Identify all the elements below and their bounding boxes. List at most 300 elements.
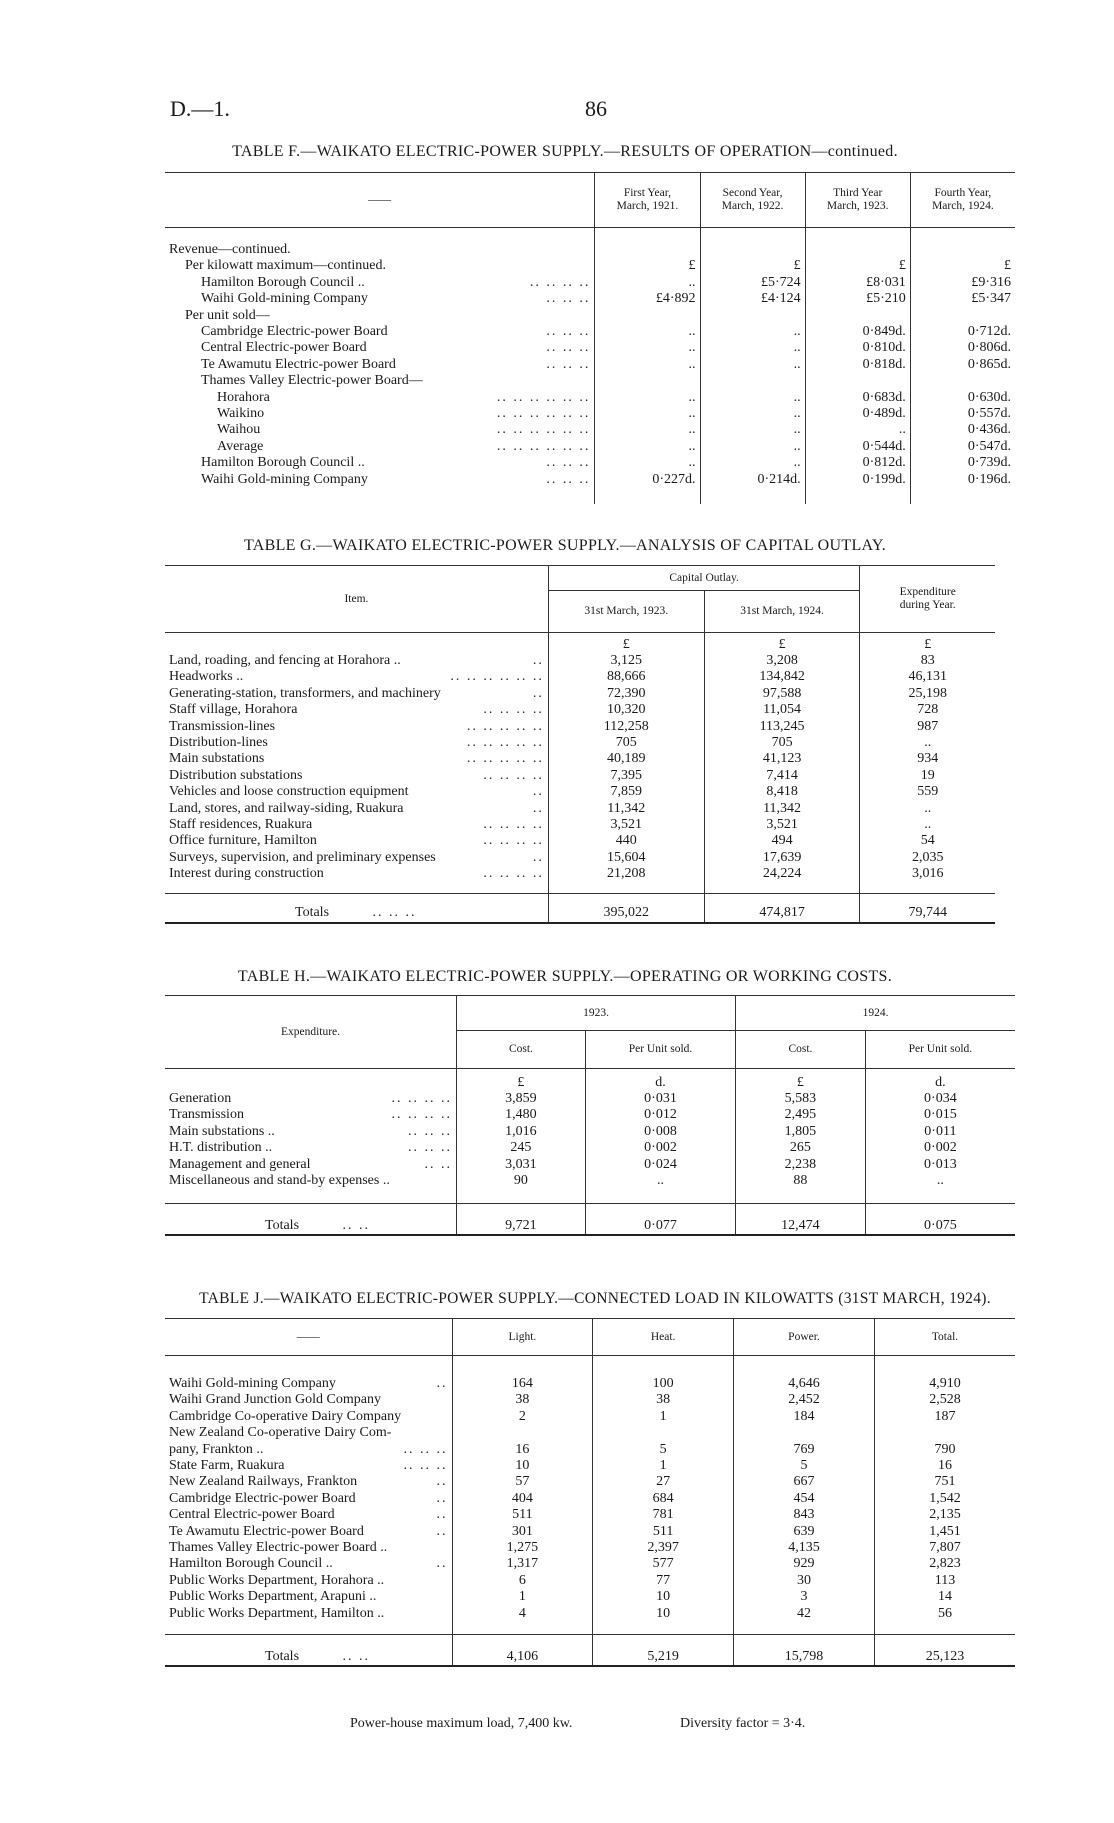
leader-dots: .. .. .. .. .. (466, 751, 544, 767)
cell-value: 90 (456, 1173, 585, 1189)
table-j-heat-head: Heat. (593, 1319, 734, 1356)
cell-value: £ (805, 258, 910, 274)
table-g-header-row-1 (165, 566, 995, 591)
row-label: Public Works Department, Horahora .. (169, 1572, 385, 1588)
cell-value: 14 (874, 1589, 1015, 1605)
table-row (165, 817, 995, 833)
cell-value: 1,480 (456, 1107, 585, 1123)
cell-value (910, 373, 1015, 389)
row-label: Transmission .. .. .. .. (169, 1107, 452, 1123)
total-value: 15,798 (734, 1635, 875, 1667)
table-row (165, 1376, 1015, 1392)
table-row (165, 751, 995, 767)
row-label: Waihi Grand Junction Gold Company (169, 1392, 381, 1408)
table-j-totals-row (165, 1635, 1015, 1667)
cell-value: 559 (860, 784, 995, 800)
table-row (165, 242, 1015, 258)
cell-value: 17,639 (704, 850, 860, 866)
leader-dots: .. .. .. .. (483, 817, 544, 833)
leader-dots: .. (532, 685, 544, 701)
cell-value: .. (865, 1173, 1015, 1189)
leader-dots: .. .. .. .. .. .. (450, 669, 544, 685)
table-f-col-head-4: Fourth Year, March, 1924. (910, 173, 1015, 228)
leader-dots: .. .. .. .. .. (466, 718, 544, 734)
cell-value: 0·012 (585, 1107, 735, 1123)
table-g-title: TABLE G.—WAIKATO ELECTRIC-POWER SUPPLY.—ANALYSIS OF CAPITAL OUTLAY. (243, 537, 887, 554)
row-label: Interest during construction .. .. .. .. (169, 866, 544, 882)
table-j-footnote-diversity: Diversity factor = 3·4. (680, 1716, 806, 1731)
cell-value: 2,135 (874, 1507, 1015, 1523)
cell-value: 1,805 (736, 1124, 866, 1140)
cell-value: .. (700, 390, 805, 406)
unit-symbol: £ (736, 1069, 866, 1092)
table-j-body (165, 1376, 1015, 1635)
row-label: Public Works Department, Hamilton .. (169, 1605, 385, 1621)
cell-value: .. (700, 340, 805, 356)
row-label: Thames Valley Electric-power Board— (201, 373, 423, 389)
cell-value: 790 (874, 1442, 1015, 1458)
cell-value: 184 (734, 1409, 875, 1425)
table-row (165, 1556, 1015, 1572)
leader-dots: .. .. .. .. .. .. (496, 422, 591, 438)
cell-value: 0·489d. (805, 406, 910, 422)
cell-value: 112,258 (548, 719, 704, 735)
row-label: Staff village, Horahora .. .. .. .. (169, 702, 544, 718)
table-j-footnote-load: Power-house maximum load, 7,400 kw. (350, 1716, 573, 1731)
table-row (165, 1425, 1015, 1441)
row-label: Office furniture, Hamilton .. .. .. .. (169, 833, 544, 849)
row-label: Miscellaneous and stand-by expenses .. (169, 1173, 390, 1189)
leader-dots: .. .. .. (407, 1123, 452, 1139)
cell-value: 511 (452, 1507, 593, 1523)
table-row (165, 1392, 1015, 1408)
cell-value: £9·316 (910, 275, 1015, 291)
cell-value: 987 (860, 719, 995, 735)
table-f-header-row (165, 173, 1015, 228)
cell-value: 11,054 (704, 702, 860, 718)
cell-value: .. (805, 422, 910, 438)
cell-value: 5 (593, 1442, 734, 1458)
cell-value: 83 (860, 653, 995, 669)
row-label: Public Works Department, Arapuni .. (169, 1589, 377, 1605)
page-number: 86 (585, 96, 607, 121)
cell-value (595, 242, 700, 258)
cell-value: .. (700, 406, 805, 422)
table-row (165, 1524, 1015, 1540)
table-row (165, 653, 995, 669)
leader-dots: .. (532, 653, 544, 668)
cell-value (593, 1425, 734, 1441)
total-value: 0·075 (865, 1204, 1015, 1236)
table-row (165, 1107, 1015, 1123)
cell-value: 7,414 (704, 768, 860, 784)
cell-value: 494 (704, 833, 860, 849)
row-label: Surveys, supervision, and preliminary expenses .. (169, 849, 544, 865)
table-row (165, 801, 995, 817)
table-g-expenditure-head: Expenditure during Year. (860, 566, 995, 633)
leader-dots: .. (532, 800, 544, 816)
total-value: 5,219 (593, 1635, 734, 1667)
table-row (165, 1491, 1015, 1507)
cell-value: 1 (452, 1589, 593, 1605)
cell-value: 187 (874, 1409, 1015, 1425)
cell-value: 0·436d. (910, 422, 1015, 438)
cell-value: 934 (860, 751, 995, 767)
table-row (165, 422, 1015, 438)
cell-value: 667 (734, 1474, 875, 1490)
cell-value (910, 242, 1015, 258)
cell-value: 0·810d. (805, 340, 910, 356)
leader-dots: .. (436, 1523, 448, 1539)
table-h-per-unit-head: Per Unit sold. (585, 1031, 735, 1069)
cell-value: 46,131 (860, 669, 995, 685)
cell-value: .. (595, 324, 700, 340)
table-g-item-head: Item. (344, 592, 369, 605)
row-label: H.T. distribution .. .. .. .. (169, 1140, 452, 1156)
cell-value: .. (860, 817, 995, 833)
cell-value (700, 308, 805, 324)
row-label: Average .. .. .. .. .. .. (217, 438, 591, 454)
cell-value: 56 (874, 1606, 1015, 1622)
leader-dots: .. .. .. (403, 1441, 448, 1457)
cell-value: 0·557d. (910, 406, 1015, 422)
cell-value: 843 (734, 1507, 875, 1523)
unit-symbol: £ (456, 1069, 585, 1092)
cell-value: 1,016 (456, 1124, 585, 1140)
cell-value: 0·024 (585, 1157, 735, 1173)
cell-value: 0·013 (865, 1157, 1015, 1173)
cell-value: 0·031 (585, 1091, 735, 1107)
cell-value: 511 (593, 1524, 734, 1540)
row-label: Thames Valley Electric-power Board .. (169, 1540, 388, 1556)
row-label: Te Awamutu Electric-power Board .. (169, 1523, 448, 1539)
total-value: 4,106 (452, 1635, 593, 1667)
cell-value: 113,245 (704, 719, 860, 735)
cell-value: 0·199d. (805, 472, 910, 488)
table-j-power-head: Power. (734, 1319, 875, 1356)
table-g-col-1924: 31st March, 1924. (704, 591, 860, 633)
table-row (165, 390, 1015, 406)
unit-symbol: d. (585, 1069, 735, 1092)
row-label: Central Electric-power Board .. .. .. (201, 340, 591, 356)
cell-value: 10 (593, 1606, 734, 1622)
cell-value: 40,189 (548, 751, 704, 767)
table-row (165, 833, 995, 849)
leader-dots: .. .. .. (403, 1458, 448, 1474)
row-label: Main substations .. .. .. .. (169, 1123, 452, 1139)
table-row (165, 686, 995, 702)
row-label: State Farm, Ruakura .. .. .. (169, 1458, 448, 1474)
cell-value: 11,342 (548, 801, 704, 817)
leader-dots: .. .. .. (546, 324, 591, 340)
cell-value: 38 (593, 1392, 734, 1408)
row-label: Hamilton Borough Council .. .. (169, 1556, 448, 1572)
currency-symbol: £ (548, 633, 704, 654)
cell-value: 15,604 (548, 850, 704, 866)
leader-dots: .. (436, 1556, 448, 1572)
cell-value: 11,342 (704, 801, 860, 817)
table-g-totals-row (165, 893, 995, 923)
cell-value: 25,198 (860, 686, 995, 702)
cell-value: 7,859 (548, 784, 704, 800)
row-label: Waihi Gold-mining Company .. .. .. (201, 471, 591, 487)
cell-value: .. (700, 357, 805, 373)
cell-value: 2,035 (860, 850, 995, 866)
table-h-year-1923: 1923. (456, 996, 735, 1031)
cell-value: 2 (452, 1409, 593, 1425)
row-label: Revenue—continued. (169, 242, 291, 257)
row-label: Vehicles and loose construction equipment .. (169, 784, 544, 800)
cell-value: 0·002 (585, 1140, 735, 1156)
cell-value: 1,317 (452, 1556, 593, 1572)
currency-symbol: £ (860, 633, 995, 654)
row-label: Transmission-lines .. .. .. .. .. (169, 718, 544, 734)
cell-value: .. (585, 1173, 735, 1189)
cell-value: 0·812d. (805, 455, 910, 471)
cell-value (452, 1425, 593, 1441)
total-value: 79,744 (860, 893, 995, 923)
cell-value: 4,910 (874, 1376, 1015, 1392)
leader-dots: .. (436, 1507, 448, 1523)
leader-dots: .. .. .. .. (483, 767, 544, 783)
table-row (165, 1173, 1015, 1189)
table-f-body (165, 242, 1015, 504)
cell-value: 42 (734, 1606, 875, 1622)
cell-value: .. (700, 324, 805, 340)
cell-value: 6 (452, 1573, 593, 1589)
row-label: Cambridge Electric-power Board .. .. .. (201, 324, 591, 340)
cell-value: 0·739d. (910, 455, 1015, 471)
leader-dots: .. .. .. .. (483, 833, 544, 849)
cell-value (805, 242, 910, 258)
row-label: Hamilton Borough Council .. .. .. .. (201, 455, 591, 471)
cell-value: 0·034 (865, 1091, 1015, 1107)
table-row (165, 291, 1015, 307)
cell-value: 4,135 (734, 1540, 875, 1556)
cell-value (700, 242, 805, 258)
totals-label: Totals .. .. (165, 1635, 452, 1667)
cell-value: 929 (734, 1556, 875, 1572)
table-row (165, 439, 1015, 455)
table-row (165, 1458, 1015, 1474)
cell-value: 781 (593, 1507, 734, 1523)
cell-value: 10 (593, 1589, 734, 1605)
cell-value: 684 (593, 1491, 734, 1507)
row-label: Te Awamutu Electric-power Board .. .. .. (201, 356, 591, 372)
table-g (165, 565, 995, 924)
cell-value: 2,397 (593, 1540, 734, 1556)
row-label: Per kilowatt maximum—continued. (185, 258, 387, 274)
leader-dots: .. (436, 1376, 448, 1391)
row-label: Land, roading, and fencing at Horahora .. .. (169, 653, 544, 668)
table-g-body (165, 653, 995, 893)
table-row (165, 308, 1015, 324)
cell-value: 54 (860, 833, 995, 849)
row-label: Per unit sold— (185, 307, 270, 323)
cell-value: 3,031 (456, 1157, 585, 1173)
table-f-col-head-3: Third Year March, 1923. (805, 173, 910, 228)
table-h (165, 995, 1015, 1236)
row-label: Waihi Gold-mining Company .. .. .. (201, 291, 591, 307)
leader-dots: .. (532, 849, 544, 865)
row-label: New Zealand Co-operative Dairy Com- (169, 1425, 392, 1441)
cell-value: .. (595, 275, 700, 291)
cell-value: 0·849d. (805, 324, 910, 340)
table-h-units-row (165, 1069, 1015, 1092)
table-f (165, 172, 1015, 504)
cell-value: 57 (452, 1474, 593, 1490)
cell-value: 30 (734, 1573, 875, 1589)
cell-value (874, 1425, 1015, 1441)
table-row (165, 1140, 1015, 1156)
cell-value: £5·347 (910, 291, 1015, 307)
cell-value: 2,528 (874, 1392, 1015, 1408)
cell-value: 0·865d. (910, 357, 1015, 373)
table-row (165, 275, 1015, 291)
leader-dots: .. .. .. .. (483, 866, 544, 882)
cell-value: 113 (874, 1573, 1015, 1589)
table-row (165, 455, 1015, 471)
table-row (165, 1606, 1015, 1622)
table-row (165, 373, 1015, 389)
cell-value: 454 (734, 1491, 875, 1507)
unit-symbol: d. (865, 1069, 1015, 1092)
table-j-blank-head: —— (296, 1330, 320, 1343)
leader-dots: .. .. .. .. .. .. (496, 389, 591, 405)
table-row (165, 357, 1015, 373)
cell-value: 0·806d. (910, 340, 1015, 356)
cell-value: 8,418 (704, 784, 860, 800)
row-label: Cambridge Co-operative Dairy Company (169, 1408, 402, 1424)
row-label: New Zealand Railways, Frankton .. (169, 1474, 448, 1490)
cell-value: 3,521 (704, 817, 860, 833)
table-row (165, 1157, 1015, 1173)
cell-value: 2,495 (736, 1107, 866, 1123)
cell-value: .. (595, 357, 700, 373)
table-f-col-head-1: First Year, March, 1921. (595, 173, 700, 228)
cell-value: 0·712d. (910, 324, 1015, 340)
row-label: Generating-station, transformers, and machinery .. (169, 685, 544, 701)
leader-dots: .. .. .. (546, 471, 591, 487)
cell-value: 0·544d. (805, 439, 910, 455)
cell-value: 0·011 (865, 1124, 1015, 1140)
cell-value: 0·630d. (910, 390, 1015, 406)
cell-value: .. (595, 455, 700, 471)
total-value: 9,721 (456, 1204, 585, 1236)
cell-value: 10,320 (548, 702, 704, 718)
table-row (165, 406, 1015, 422)
cell-value: 2,238 (736, 1157, 866, 1173)
cell-value (734, 1425, 875, 1441)
row-label: Horahora .. .. .. .. .. .. (217, 389, 591, 405)
cell-value: 16 (874, 1458, 1015, 1474)
cell-value: £8·031 (805, 275, 910, 291)
leader-dots: .. (436, 1474, 448, 1490)
cell-value: 751 (874, 1474, 1015, 1490)
table-h-cost-head: Cost. (456, 1031, 585, 1069)
cell-value: 0·547d. (910, 439, 1015, 455)
table-h-year-1924: 1924. (736, 996, 1015, 1031)
cell-value: 21,208 (548, 866, 704, 882)
table-j (165, 1318, 1015, 1667)
cell-value: 4 (452, 1606, 593, 1622)
cell-value (805, 308, 910, 324)
table-row (165, 1091, 1015, 1107)
cell-value: 2,452 (734, 1392, 875, 1408)
leader-dots: .. .. (424, 1156, 452, 1172)
cell-value: .. (860, 801, 995, 817)
cell-value: 245 (456, 1140, 585, 1156)
cell-value: 100 (593, 1376, 734, 1392)
leader-dots: .. .. .. (407, 1140, 452, 1156)
table-row (165, 340, 1015, 356)
table-g-col-1923: 31st March, 1923. (548, 591, 704, 633)
cell-value: 72,390 (548, 686, 704, 702)
cell-value: 1 (593, 1409, 734, 1425)
table-j-light-head: Light. (452, 1319, 593, 1356)
table-row (165, 719, 995, 735)
cell-value: 27 (593, 1474, 734, 1490)
cell-value: 0·008 (585, 1124, 735, 1140)
cell-value: 7,395 (548, 768, 704, 784)
row-label: Generation .. .. .. .. (169, 1091, 452, 1106)
table-row (165, 1124, 1015, 1140)
cell-value: 728 (860, 702, 995, 718)
leader-dots: .. .. .. (546, 291, 591, 307)
table-row (165, 866, 995, 882)
document-reference: D.—1. (170, 96, 230, 121)
total-value: 25,123 (874, 1635, 1015, 1667)
leader-dots: .. .. .. .. (529, 274, 591, 290)
cell-value: 3 (734, 1589, 875, 1605)
row-label: Central Electric-power Board .. (169, 1507, 448, 1523)
cell-value: .. (595, 406, 700, 422)
cell-value (595, 373, 700, 389)
cell-value: .. (700, 455, 805, 471)
table-g-currency-row (165, 633, 995, 654)
table-row (165, 1409, 1015, 1425)
table-row (165, 1540, 1015, 1556)
row-label: Management and general .. .. (169, 1156, 452, 1172)
leader-dots: .. .. .. .. .. (466, 735, 544, 751)
table-row (165, 850, 995, 866)
cell-value: .. (595, 439, 700, 455)
leader-dots: .. .. .. .. (483, 702, 544, 718)
leader-dots: .. .. .. .. (391, 1107, 452, 1123)
cell-value: 38 (452, 1392, 593, 1408)
cell-value: 769 (734, 1442, 875, 1458)
table-j-title: TABLE J.—WAIKATO ELECTRIC-POWER SUPPLY.—CONNECTED LOAD IN KILOWATTS (31ST MARCH, 1924). (199, 1290, 991, 1307)
table-h-title: TABLE H.—WAIKATO ELECTRIC-POWER SUPPLY.—OPERATING OR WORKING COSTS. (237, 968, 893, 985)
table-h-per-unit-head: Per Unit sold. (865, 1031, 1015, 1069)
cell-value (595, 308, 700, 324)
cell-value: £ (700, 258, 805, 274)
cell-value: 7,807 (874, 1540, 1015, 1556)
table-j-total-head: Total. (874, 1319, 1015, 1356)
row-label: Hamilton Borough Council .. .. .. .. .. (201, 274, 591, 290)
cell-value: .. (700, 422, 805, 438)
cell-value: 16 (452, 1442, 593, 1458)
cell-value: 3,125 (548, 653, 704, 669)
cell-value: 24,224 (704, 866, 860, 882)
row-label: Cambridge Electric-power Board .. (169, 1490, 448, 1506)
row-label: Staff residences, Ruakura .. .. .. .. (169, 817, 544, 833)
table-row (165, 1442, 1015, 1458)
row-label: Waihou .. .. .. .. .. .. (217, 422, 591, 438)
row-label: Waikino .. .. .. .. .. .. (217, 406, 591, 422)
cell-value: 97,588 (704, 686, 860, 702)
cell-value: 705 (704, 735, 860, 751)
